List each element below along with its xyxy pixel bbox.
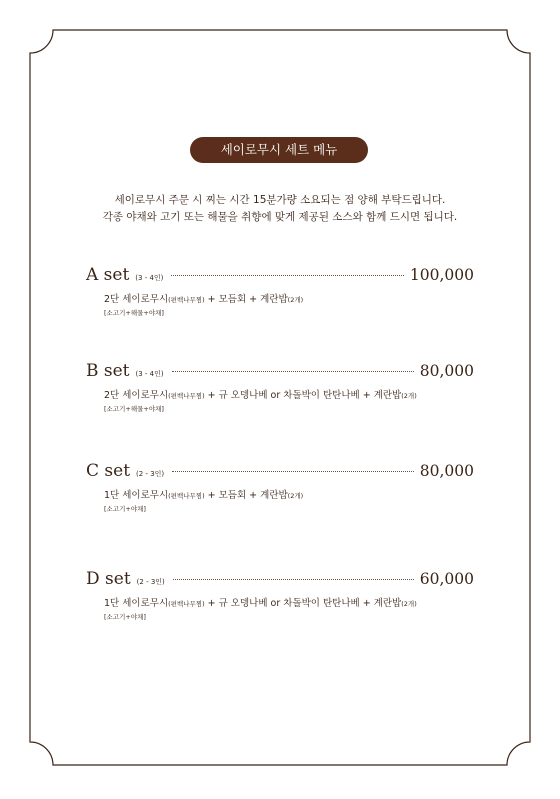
set-ingredients-note: [소고기+해물+야채]: [104, 405, 164, 413]
set-people: (2 - 3인): [136, 470, 165, 478]
set-price: 100,000: [409, 266, 474, 284]
set-item-a: [86, 265, 474, 317]
set-people: (2 - 3인): [136, 578, 165, 586]
set-name: B set: [86, 361, 130, 381]
set-people: (3 - 4인): [135, 370, 164, 378]
menu-title: 세이로무시 세트 메뉴: [190, 137, 368, 163]
set-description: 2단 세이로무시(편백나무찜) + 모듬회 + 계란밥(2개): [104, 294, 304, 305]
dot-leader: [172, 471, 414, 472]
set-name: C set: [86, 461, 131, 481]
set-price: 80,000: [419, 362, 474, 380]
set-description: 2단 세이로무시(편백나무찜) + 규 오뎅나베 or 차돌박이 탄탄나베 + 계란밥(2개): [104, 390, 417, 401]
dot-leader: [171, 275, 403, 276]
set-people: (3 - 4인): [135, 274, 164, 282]
set-description: 1단 세이로무시(편백나무찜) + 모듬회 + 계란밥(2개): [104, 490, 304, 501]
set-price: 60,000: [419, 570, 474, 588]
set-description: 1단 세이로무시(편백나무찜) + 규 오뎅나베 or 차돌박이 탄탄나베 + 계란밥(2개): [104, 598, 417, 609]
set-ingredients-note: [소고기+야채]: [104, 613, 146, 621]
intro-line-2: 각종 야채와 고기 또는 해물을 취향에 맞게 제공된 소스와 함께 드시면 됩니다.: [102, 211, 458, 223]
set-name: D set: [86, 569, 131, 589]
set-item-d: [86, 569, 474, 621]
intro-line-1: 세이로무시 주문 시 찌는 시간 15분가량 소요되는 점 양해 부탁드립니다.: [114, 194, 446, 206]
set-price: 80,000: [419, 462, 474, 480]
set-item-c: [86, 461, 474, 513]
set-name: A set: [86, 265, 130, 285]
dot-leader: [173, 579, 414, 580]
set-ingredients-note: [소고기+해물+야채]: [104, 309, 164, 317]
dot-leader: [172, 371, 414, 372]
set-item-b: [86, 361, 474, 413]
set-ingredients-note: [소고기+야채]: [104, 505, 146, 513]
